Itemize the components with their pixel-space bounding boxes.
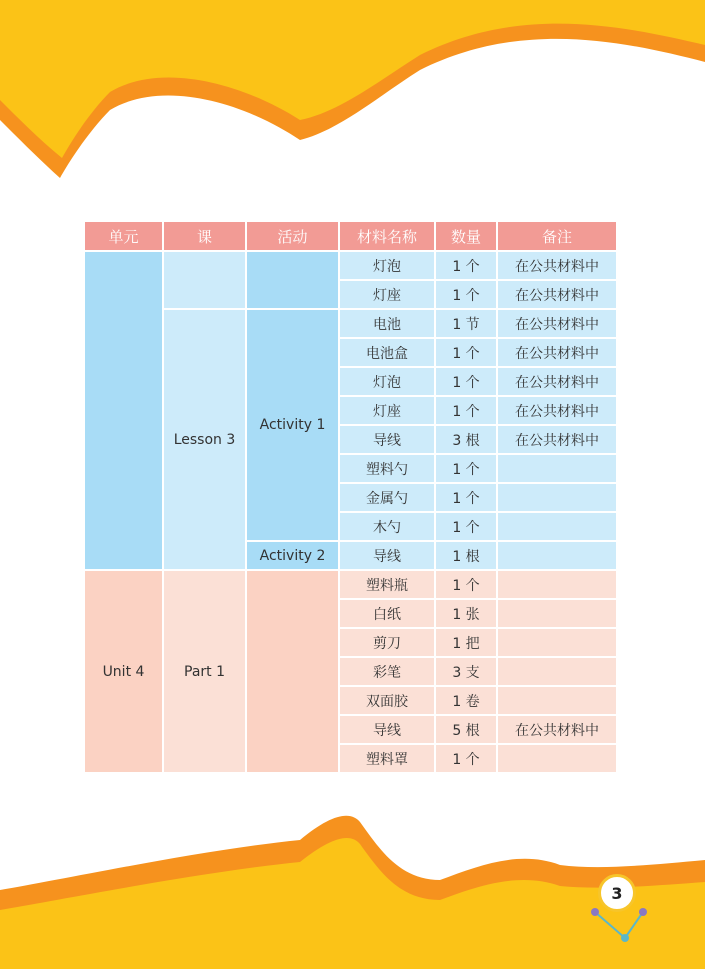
header-notes: 备注 [497, 221, 617, 251]
material-note [497, 512, 617, 541]
material-qty: 5 根 [435, 715, 497, 744]
material-note: 在公共材料中 [497, 715, 617, 744]
material-name: 白纸 [339, 599, 435, 628]
material-qty: 1 个 [435, 338, 497, 367]
material-note [497, 570, 617, 599]
unit-cell-blank [84, 251, 163, 570]
material-qty: 1 个 [435, 251, 497, 280]
material-name: 灯座 [339, 280, 435, 309]
material-qty: 1 张 [435, 599, 497, 628]
header-material-name: 材料名称 [339, 221, 435, 251]
top-banner [0, 0, 705, 200]
material-qty: 1 个 [435, 744, 497, 773]
material-qty: 1 个 [435, 280, 497, 309]
material-name: 灯泡 [339, 367, 435, 396]
page-number: 3 [598, 874, 636, 912]
material-name: 剪刀 [339, 628, 435, 657]
lesson-cell: Lesson 3 [163, 309, 246, 570]
table-row [84, 570, 617, 599]
material-note: 在公共材料中 [497, 396, 617, 425]
material-name: 导线 [339, 541, 435, 570]
material-qty: 1 把 [435, 628, 497, 657]
material-note [497, 483, 617, 512]
material-note [497, 628, 617, 657]
material-qty: 3 根 [435, 425, 497, 454]
material-qty: 1 根 [435, 541, 497, 570]
material-name: 双面胶 [339, 686, 435, 715]
material-qty: 1 个 [435, 367, 497, 396]
table-row [84, 251, 617, 280]
material-note [497, 744, 617, 773]
material-name: 彩笔 [339, 657, 435, 686]
material-name: 灯泡 [339, 251, 435, 280]
material-note: 在公共材料中 [497, 309, 617, 338]
table-row [84, 309, 617, 338]
activity-cell-blank [246, 251, 339, 309]
material-qty: 1 个 [435, 396, 497, 425]
materials-table [83, 220, 618, 774]
material-qty: 1 卷 [435, 686, 497, 715]
material-name: 塑料罩 [339, 744, 435, 773]
material-note [497, 541, 617, 570]
material-qty: 3 支 [435, 657, 497, 686]
lesson-cell-blank [163, 251, 246, 309]
header-lesson: 课 [163, 221, 246, 251]
activity-cell: Activity 1 [246, 309, 339, 541]
material-qty: 1 节 [435, 309, 497, 338]
material-name: 电池 [339, 309, 435, 338]
table-header-row [84, 221, 617, 251]
material-name: 塑料瓶 [339, 570, 435, 599]
activity-cell-blank [246, 570, 339, 773]
header-activity: 活动 [246, 221, 339, 251]
material-note: 在公共材料中 [497, 338, 617, 367]
material-name: 塑料勺 [339, 454, 435, 483]
material-note [497, 454, 617, 483]
material-name: 导线 [339, 715, 435, 744]
header-quantity: 数量 [435, 221, 497, 251]
material-name: 灯座 [339, 396, 435, 425]
unit-cell: Unit 4 [84, 570, 163, 773]
material-note: 在公共材料中 [497, 367, 617, 396]
material-name: 导线 [339, 425, 435, 454]
material-qty: 1 个 [435, 512, 497, 541]
material-note [497, 657, 617, 686]
activity-cell: Activity 2 [246, 541, 339, 570]
material-name: 木勺 [339, 512, 435, 541]
material-name: 电池盒 [339, 338, 435, 367]
material-note: 在公共材料中 [497, 425, 617, 454]
material-note: 在公共材料中 [497, 280, 617, 309]
header-unit: 单元 [84, 221, 163, 251]
material-qty: 1 个 [435, 483, 497, 512]
material-qty: 1 个 [435, 454, 497, 483]
material-note [497, 599, 617, 628]
lesson-cell: Part 1 [163, 570, 246, 773]
material-name: 金属勺 [339, 483, 435, 512]
material-note [497, 686, 617, 715]
material-note: 在公共材料中 [497, 251, 617, 280]
material-qty: 1 个 [435, 570, 497, 599]
